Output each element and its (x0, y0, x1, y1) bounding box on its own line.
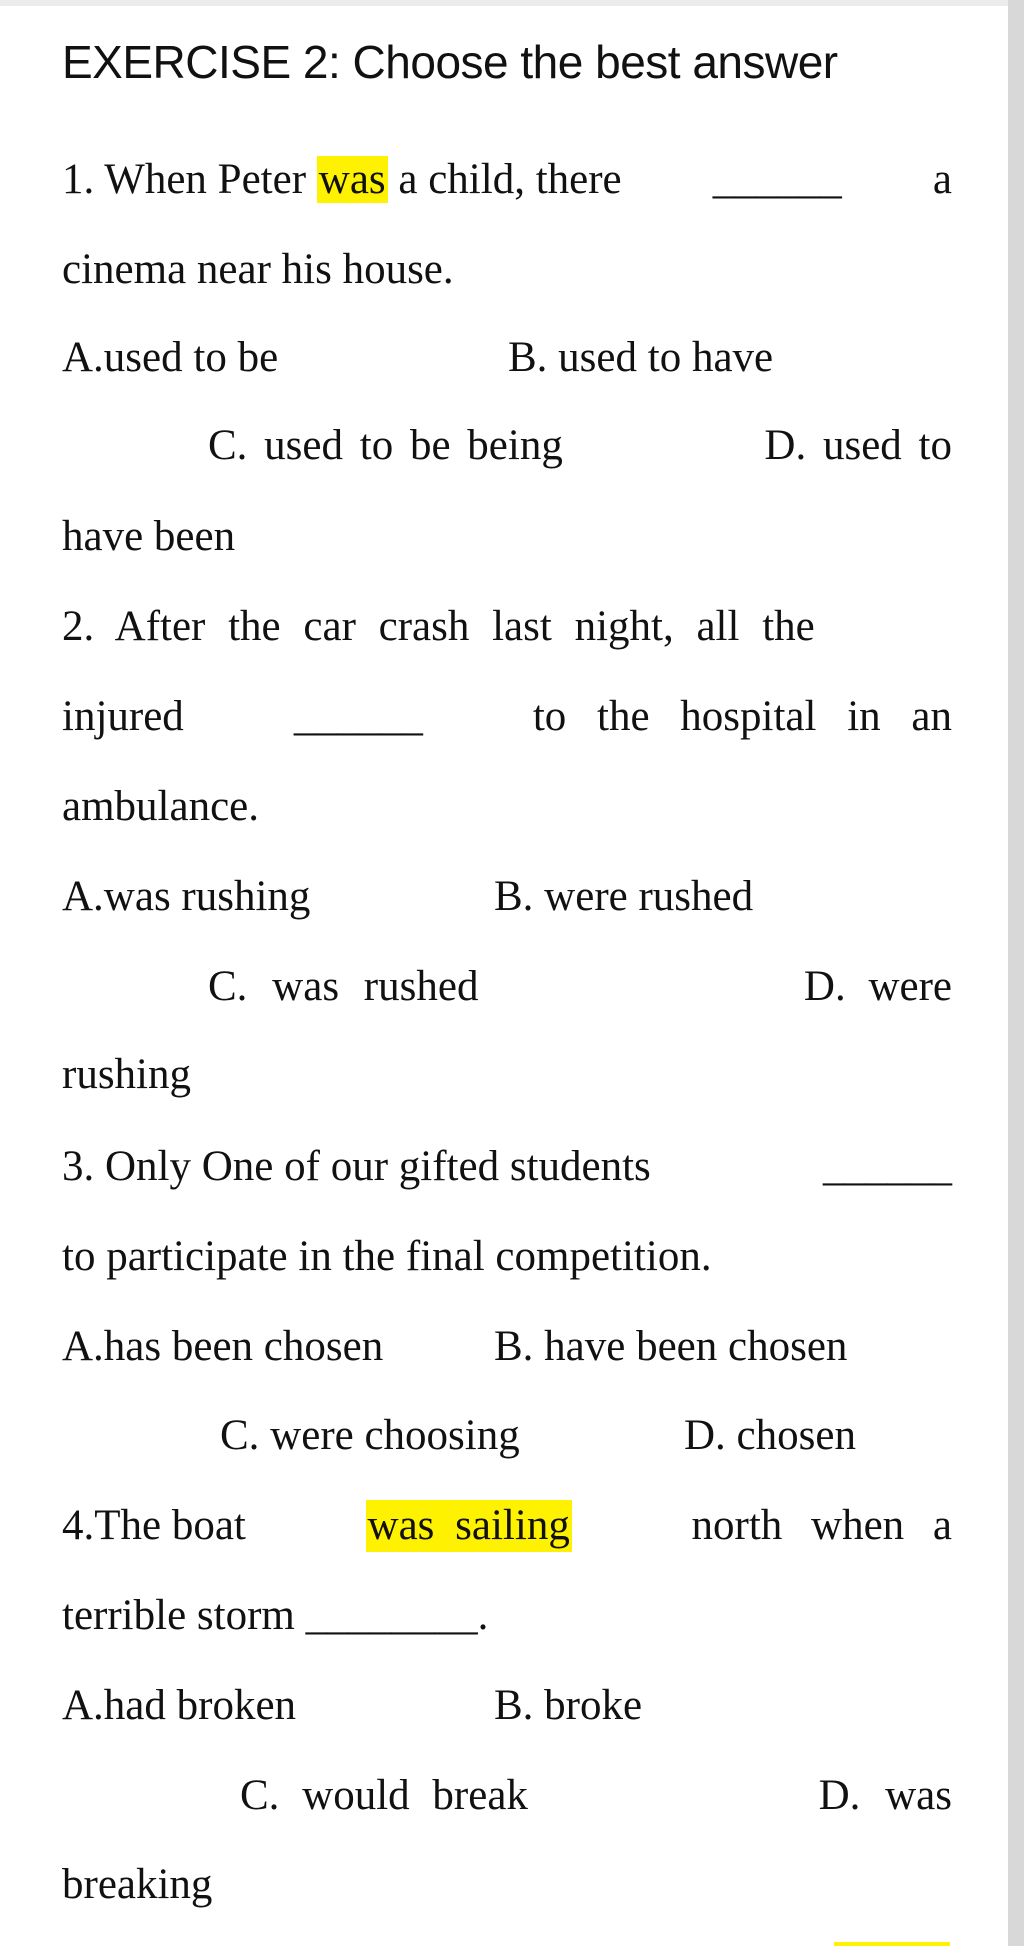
question-1-option-b: B. used to have (508, 334, 774, 381)
question-4-line-2 (62, 1590, 952, 1642)
question-3-line-2: to participate in the final competition. (62, 1233, 712, 1280)
question-2-text: After the car crash last night, all the (114, 603, 815, 650)
exercise-title: EXERCISE 2: Choose the best answer (62, 36, 838, 88)
question-4-option-d: D. was (818, 1772, 952, 1819)
question-3-option-c: C. were choosing (220, 1412, 520, 1459)
question-1-option-d-continued: have been (62, 513, 236, 560)
question-4-option-a: A.had broken (62, 1682, 297, 1729)
question-2-option-c: C. was rushed (208, 963, 479, 1010)
question-2-number: 2. (62, 603, 95, 650)
question-4-stem (62, 1500, 246, 1552)
question-4-text-before-blank: terrible storm (62, 1592, 295, 1639)
question-4-option-d-continued: breaking (62, 1861, 213, 1908)
question-2-line-2 (62, 691, 952, 743)
question-4-line-1 (62, 1500, 952, 1552)
question-2-blank: ______ (293, 693, 423, 740)
question-2-option-d-continued: rushing (62, 1051, 191, 1098)
question-2-option-a: A.was rushing (62, 873, 311, 920)
question-4-text-before: The boat (94, 1502, 246, 1549)
question-3-number: 3. (62, 1143, 95, 1190)
question-1-text-after-blank: a (932, 156, 952, 203)
question-4-option-c: C. would break (240, 1772, 528, 1819)
question-1-number: 1. (62, 156, 95, 203)
question-3-option-b: B. have been chosen (494, 1323, 848, 1370)
question-1-text-before: When Peter (104, 156, 307, 203)
question-3-line-1 (62, 1141, 952, 1193)
question-4-number: 4. (62, 1502, 95, 1549)
question-1-option-d: D. used to (764, 422, 952, 469)
question-4-option-b: B. broke (494, 1682, 643, 1729)
question-4-blank: ________ (305, 1592, 478, 1639)
question-4-period: . (477, 1592, 489, 1639)
question-1-option-a: A.used to be (62, 334, 279, 381)
question-4-text-after: north when a (691, 1502, 952, 1549)
question-2-text-before-blank: injured (62, 693, 184, 740)
question-1-stem (62, 154, 622, 206)
question-1-text-mid: a child, there (398, 156, 622, 203)
question-2-line-3: ambulance. (62, 783, 259, 830)
question-3-option-d: D. chosen (684, 1412, 856, 1459)
highlight-fragment (834, 1942, 950, 1946)
question-1-blank: ______ (712, 156, 842, 203)
question-2-option-d: D. were (803, 963, 952, 1010)
question-2-line-1 (62, 601, 952, 653)
question-2-option-b: B. were rushed (494, 873, 754, 920)
question-1-option-c: C. used to be being (208, 422, 563, 469)
question-3-text: Only One of our gifted students (105, 1143, 651, 1190)
question-3-option-a: A.has been chosen (62, 1323, 384, 1370)
question-3-stem (62, 1141, 651, 1193)
question-3-blank: ______ (823, 1143, 952, 1190)
question-1-line-1 (62, 154, 952, 206)
question-1-line-2: cinema near his house. (62, 246, 454, 293)
question-2-text-after-blank: to the hospital in an (532, 693, 952, 740)
question-4-highlight: was sailing (366, 1500, 572, 1552)
question-1-highlight: was (318, 156, 386, 203)
